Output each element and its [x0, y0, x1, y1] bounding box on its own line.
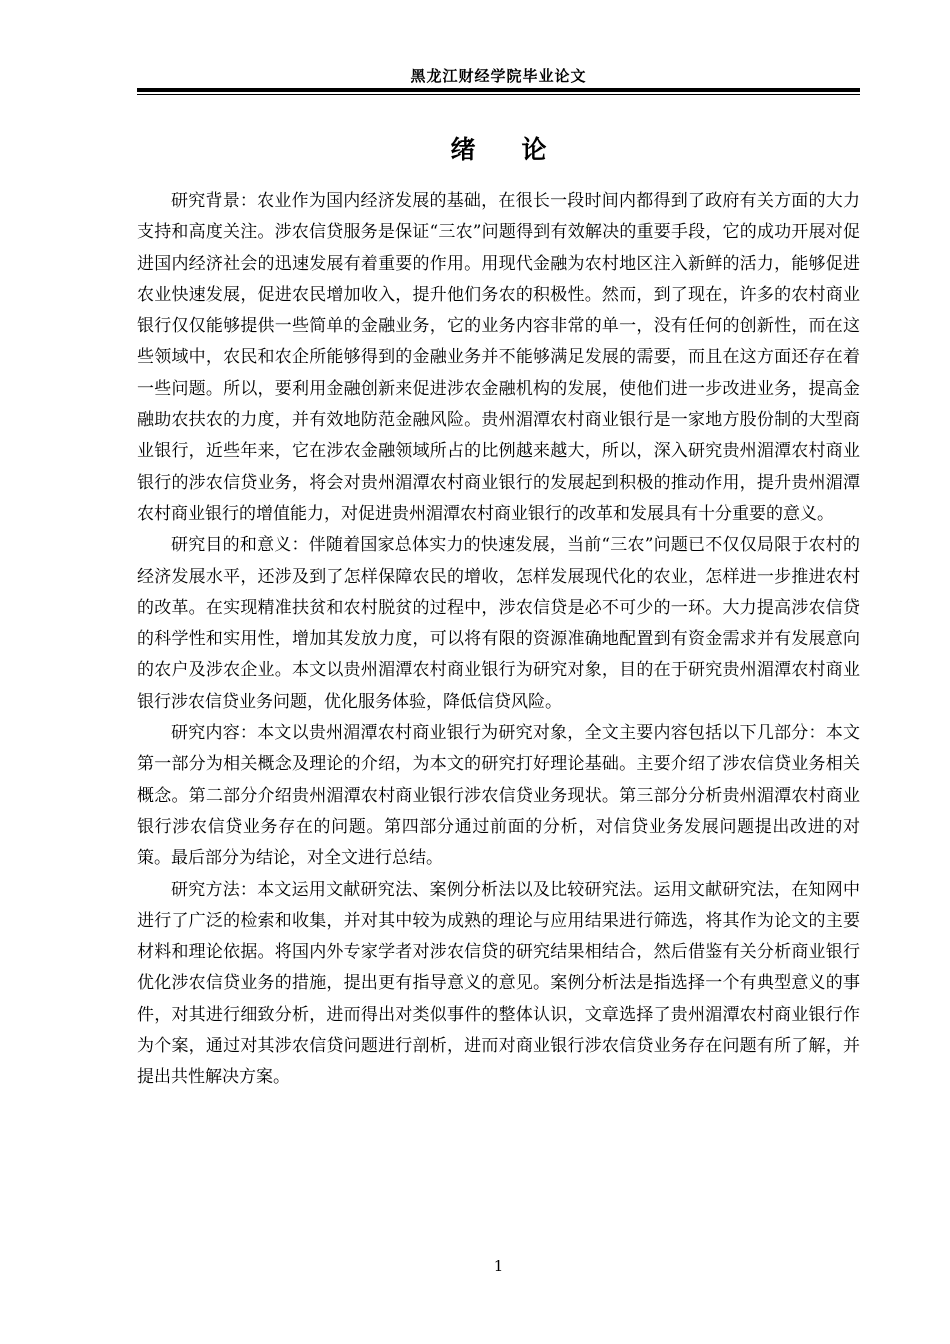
chapter-title-part1: 绪 — [450, 135, 476, 164]
chapter-title-part2: 论 — [521, 135, 547, 164]
paragraph-purpose: 研究目的和意义：伴随着国家总体实力的快速发展，当前“三农”问题已不仅仅局限于农村的经济发展水平，还涉及到了怎样保障农民的增收，怎样发展现代化的农业，怎样进一步推进农村的改革。在实现精准扶贫和农村脱贫的过程中，涉农信贷是必不可少的一环。大力提高涉农信贷的科学性和实用性，增加其发放力度，可以将有限的资源准确地配置到有资金需求并有发展意向的农户及涉农企业。本文以贵州湄潭农村商业银行为研究对象，目的在于研究贵州湄潭农村商业银行涉农信贷业务问题，优化服务体验，降低信贷风险。 — [137, 535, 860, 712]
body-text — [137, 186, 860, 1094]
running-header: 黑龙江财经学院毕业论文 — [410, 67, 587, 85]
header-rule-thick — [137, 88, 860, 92]
paragraph-background: 研究背景：农业作为国内经济发展的基础，在很长一段时间内都得到了政府有关方面的大力支持和高度关注。涉农信贷服务是保证“三农”问题得到有效解决的重要手段，它的成功开展对促进国内经济社会的迅速发展有着重要的作用。用现代金融为农村地区注入新鲜的活力，能够促进农业快速发展，促进农民增加收入，提升他们务农的积极性。然而，到了现在，许多的农村商业银行仅仅能够提供一些简单的金融业务，它的业务内容非常的单一，没有任何的创新性，而在这些领域中，农民和农企所能够得到的金融业务并不能够满足发展的需要，而且在这方面还存在着一些问题。所以，要利用金融创新来促进涉农金融机构的发展，使他们进一步改进业务，提高金融助农扶农的力度，并有效地防范金融风险。贵州湄潭农村商业银行是一家地方股份制的大型商业银行，近些年来，它在涉农金融领域所占的比例越来越大，所以，深入研究贵州湄潭农村商业银行的涉农信贷业务，将会对贵州湄潭农村商业银行的发展起到积极的推动作用，提升贵州湄潭农村商业银行的增值能力，对促进贵州湄潭农村商业银行的改革和发展具有十分重要的意义。 — [137, 191, 860, 524]
chapter-title — [137, 132, 860, 168]
paragraph-method: 研究方法：本文运用文献研究法、案例分析法以及比较研究法。运用文献研究法，在知网中进行了广泛的检索和收集，并对其中较为成熟的理论与应用结果进行筛选，将其作为论文的主要材料和理论依据。将国内外专家学者对涉农信贷的研究结果相结合，然后借鉴有关分析商业银行优化涉农信贷业务的措施，提出更有指导意义的意见。案例分析法是指选择一个有典型意义的事件，对其进行细致分析，进而得出对类似事件的整体认识，文章选择了贵州湄潭农村商业银行作为个案，通过对其涉农信贷问题进行剖析，进而对商业银行涉农信贷业务存在问题有所了解，并提出共性解决方案。 — [137, 879, 860, 1088]
page-number: 1 — [493, 1257, 504, 1275]
header-rule-thin — [137, 94, 860, 95]
paragraph-content: 研究内容：本文以贵州湄潭农村商业银行为研究对象，全文主要内容包括以下几部分：本文第一部分为相关概念及理论的介绍，为本文的研究打好理论基础。主要介绍了涉农信贷业务相关概念。第二部分介绍贵州湄潭农村商业银行涉农信贷业务现状。第三部分分析贵州湄潭农村商业银行涉农信贷业务存在的问题。第四部分通过前面的分析，对信贷业务发展问题提出改进的对策。最后部分为结论，对全文进行总结。 — [137, 723, 860, 869]
